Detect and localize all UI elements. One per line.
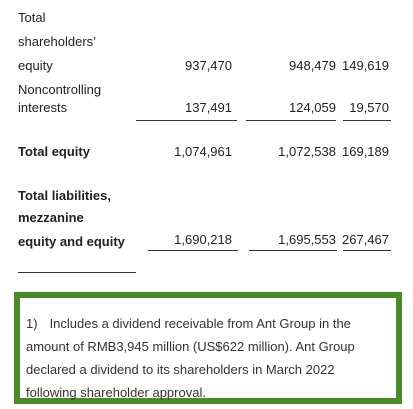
- row-label-total-equity: Total equity: [18, 144, 90, 159]
- shareholders-equity-value-2: 948,479: [289, 58, 336, 73]
- row-label-total-liabilities-line2: mezzanine: [18, 210, 84, 225]
- row-label-total-liabilities-line1: Total liabilities,: [18, 188, 111, 203]
- footnote-marker: 1): [26, 316, 38, 331]
- footnote-box: [14, 292, 402, 404]
- total-liabilities-value-1: 1,690,218: [174, 232, 232, 247]
- noncontrolling-value-2: 124,059: [289, 100, 336, 115]
- shareholders-equity-value-3: 149,619: [342, 58, 389, 73]
- footnote-separator: [18, 272, 136, 273]
- row-label-total-liabilities-line3: equity and equity: [18, 234, 125, 249]
- subtotal-rule-2: [246, 120, 336, 121]
- row-label-shareholders-equity-line2: shareholders’: [18, 34, 97, 49]
- total-equity-value-2: 1,072,538: [278, 144, 336, 159]
- noncontrolling-value-1: 137,491: [185, 100, 232, 115]
- row-label-noncontrolling-line1: Noncontrolling: [18, 82, 102, 97]
- subtotal-rule-3: [343, 120, 391, 121]
- row-label-noncontrolling-line2: interests: [18, 100, 68, 115]
- noncontrolling-value-3: 19,570: [349, 100, 389, 115]
- total-liabilities-value-2: 1,695,553: [278, 232, 336, 247]
- footnote-text: Includes a dividend receivable from Ant Group in the amount of RMB3,945 million (US$622 million). Ant Group declared a dividend to its shareholders in March 2022 following shareholder approval.: [26, 316, 355, 400]
- total-equity-value-1: 1,074,961: [174, 144, 232, 159]
- subtotal-rule-1: [136, 120, 237, 121]
- total-liabilities-value-3: 267,467: [342, 232, 389, 247]
- total-rule-1: [148, 250, 238, 251]
- total-rule-2: [249, 250, 337, 251]
- row-label-shareholders-equity-line3: equity: [18, 58, 53, 73]
- row-label-shareholders-equity-line1: Total: [18, 10, 46, 25]
- total-rule-3: [343, 250, 391, 251]
- total-equity-value-3: 169,189: [342, 144, 389, 159]
- shareholders-equity-value-1: 937,470: [185, 58, 232, 73]
- footnote: [26, 312, 384, 404]
